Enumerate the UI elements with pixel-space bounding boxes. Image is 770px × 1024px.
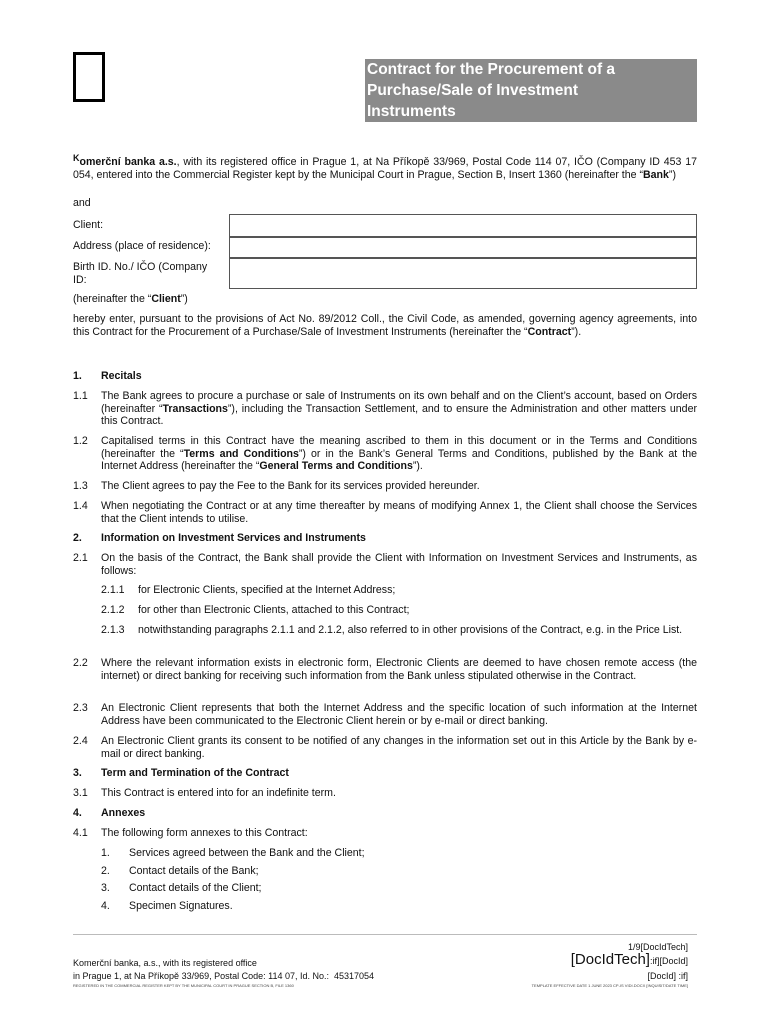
annex-1-number: 1.	[101, 847, 110, 859]
clause-2-1-2: for other than Electronic Clients, attached to this Contract;	[138, 604, 410, 616]
doc-id-tech-suffix: :if][DocId]	[649, 956, 688, 966]
bank-name: omerční banka a.s.	[79, 156, 177, 168]
contract-term: Contract	[527, 325, 572, 338]
client-term-bold: Client	[151, 293, 181, 305]
clause-2-1-3-number: 2.1.3	[101, 624, 125, 636]
birth-id-label	[73, 261, 207, 287]
birth-id-label-line-2: ID:	[73, 274, 87, 286]
client-label: Client:	[73, 219, 104, 231]
section-3-number: 3.	[73, 767, 82, 779]
title-line-1: Contract for the Procurement of a	[367, 61, 616, 78]
clause-1-3-number: 1.3	[73, 480, 88, 492]
footer-address-line-1: Komerční banka, a.s., with its registered office	[73, 958, 257, 968]
clause-1-1	[101, 390, 697, 428]
clause-2-1-3: notwithstanding paragraphs 2.1.1 and 2.1.2, also referred to in other provisions of the Contract, e.g. in the Price List.	[138, 624, 683, 636]
clause-3-1: This Contract is entered into for an indefinite term.	[101, 787, 336, 799]
clause-2-3-number: 2.3	[73, 702, 88, 714]
annex-3-number: 3.	[101, 882, 110, 894]
document-title	[365, 59, 697, 122]
address-field[interactable]	[229, 237, 697, 258]
footer-registered: REGISTERED IN THE COMMERCIAL REGISTER KEPT BY THE MUNICIPAL COURT IN PRAGUE SECTION B, FILE 1360	[73, 983, 294, 988]
clause-3-1-number: 3.1	[73, 787, 88, 799]
birth-id-field[interactable]	[229, 258, 697, 289]
clause-1-2-text-c: ”).	[412, 460, 423, 472]
bank-initial: K	[73, 153, 80, 163]
doc-id-tech-large: [DocIdTech]	[570, 951, 650, 968]
agreement-suffix: ”).	[571, 325, 582, 338]
bank-term: Bank	[643, 168, 669, 181]
client-field[interactable]	[229, 214, 697, 237]
clause-2-1-1: for Electronic Clients, specified at the Internet Address;	[138, 584, 396, 596]
section-4-number: 4.	[73, 807, 82, 819]
client-term-prefix: (hereinafter the “	[73, 293, 152, 305]
footer-divider	[73, 934, 697, 935]
doc-id-tech	[571, 951, 688, 969]
clause-1-2-text-b: ”) or in the Bank’s General Terms and Conditions, published by the Bank at the Internet Address (hereinafter the “	[101, 447, 697, 472]
page-number: 1/9[DocIdTech]	[627, 942, 688, 952]
section-3-title: Term and Termination of the Contract	[101, 767, 289, 779]
intro-text-end: ”)	[668, 168, 676, 181]
transactions-term: Transactions	[162, 402, 228, 415]
clause-1-1-text-b: ”), including the Transaction Settlement, and to ensure the Administration and other matters under this Contract.	[101, 402, 697, 427]
doc-id: [DocId] :if]	[647, 971, 688, 981]
annex-4: Specimen Signatures.	[129, 900, 233, 912]
clause-2-1-1-number: 2.1.1	[101, 584, 125, 596]
clause-1-1-text-a: The Bank agrees to procure a purchase or sale of Instruments on its own behalf and on the Client’s account, based on Orders (hereinafter “	[101, 390, 697, 415]
general-terms-term: General Terms and Conditions	[259, 460, 413, 472]
title-line-2: Purchase/Sale of Investment	[367, 82, 579, 99]
section-2-title: Information on Investment Services and Instruments	[101, 532, 366, 544]
intro-text: , with its registered office in Prague 1, at Na Příkopě 33/969, Postal Code 114 07, IČO (Company ID 453 17 054, entered into the Commercial Register kept by the Municipal Court in Prague, Section B, Insert 1360 (hereinafter the “	[73, 156, 698, 181]
section-1-number: 1.	[73, 370, 82, 382]
annex-3: Contact details of the Client;	[129, 882, 262, 894]
footer-address-text: in Prague 1, at Na Příkopě 33/969, Postal Code: 114 07, Id. No.:	[73, 971, 329, 981]
clause-1-2-number: 1.2	[73, 435, 88, 447]
client-term	[73, 293, 188, 306]
bank-logo	[73, 52, 105, 102]
annex-1: Services agreed between the Bank and the Client;	[129, 847, 365, 859]
clause-2-2-number: 2.2	[73, 657, 88, 669]
clause-2-4-number: 2.4	[73, 735, 88, 747]
clause-1-2	[101, 435, 697, 473]
clause-1-3: The Client agrees to pay the Fee to the Bank for its services provided hereunder.	[101, 480, 480, 492]
clause-2-1-number: 2.1	[73, 552, 88, 564]
and-text: and	[73, 197, 91, 209]
footer-address-line-2	[73, 970, 374, 983]
client-term-suffix: ”)	[180, 293, 188, 305]
section-1-title: Recitals	[101, 370, 142, 382]
clause-4-1-number: 4.1	[73, 827, 88, 839]
clause-4-1: The following form annexes to this Contract:	[101, 827, 308, 839]
footer-company-id: 45317054	[334, 971, 375, 981]
clause-1-2-text-a: Capitalised terms in this Contract have the meaning ascribed to them in this document or in the Terms and Conditions (hereinafter the “	[101, 435, 697, 460]
clause-2-3: An Electronic Client represents that both the Internet Address and the specific location of such information at the Internet Address have been communicated to the Electronic Client herein or by e-mail or direct banking.	[101, 702, 697, 727]
annex-2: Contact details of the Bank;	[129, 865, 259, 877]
birth-id-label-line-1: Birth ID. No./ IČO (Company	[73, 261, 208, 273]
clause-2-1: On the basis of the Contract, the Bank shall provide the Client with Information on Investment Services and Instruments, as follows:	[101, 552, 697, 577]
template-date: TEMPLATE EFFECTIVE DATE 1 JUNE 2023 CP-IS VIDI.DOCX [INQUISIT/DATE TIME]	[531, 983, 688, 988]
clause-1-4: When negotiating the Contract or at any time thereafter by means of modifying Annex 1, the Client shall choose the Services that the Client intends to utilise.	[101, 500, 697, 525]
agreement-paragraph	[73, 313, 697, 338]
clause-2-4: An Electronic Client grants its consent to be notified of any changes in the information set out in this Article by the Bank by e-mail or direct banking.	[101, 735, 697, 760]
section-2-number: 2.	[73, 532, 82, 544]
annex-2-number: 2.	[101, 865, 110, 877]
section-4-title: Annexes	[101, 807, 146, 819]
intro-paragraph	[73, 152, 697, 181]
clause-2-1-2-number: 2.1.2	[101, 604, 125, 616]
address-label: Address (place of residence):	[73, 240, 211, 252]
title-line-3: Instruments	[367, 103, 456, 120]
terms-conditions-term: Terms and Conditions	[183, 447, 299, 460]
annex-4-number: 4.	[101, 900, 110, 912]
clause-1-4-number: 1.4	[73, 500, 88, 512]
clause-2-2: Where the relevant information exists in electronic form, Electronic Clients are deemed to have chosen remote access (the internet) or direct banking for receiving such information from the Bank unless stipulated otherwise in the Contract.	[101, 657, 697, 682]
agreement-text: hereby enter, pursuant to the provisions of Act No. 89/2012 Coll., the Civil Code, as amended, governing agency agreements, into this Contract for the Procurement of a Purchase/Sale of Investment Instruments (hereinafter the “	[73, 313, 697, 338]
clause-1-1-number: 1.1	[73, 390, 88, 402]
